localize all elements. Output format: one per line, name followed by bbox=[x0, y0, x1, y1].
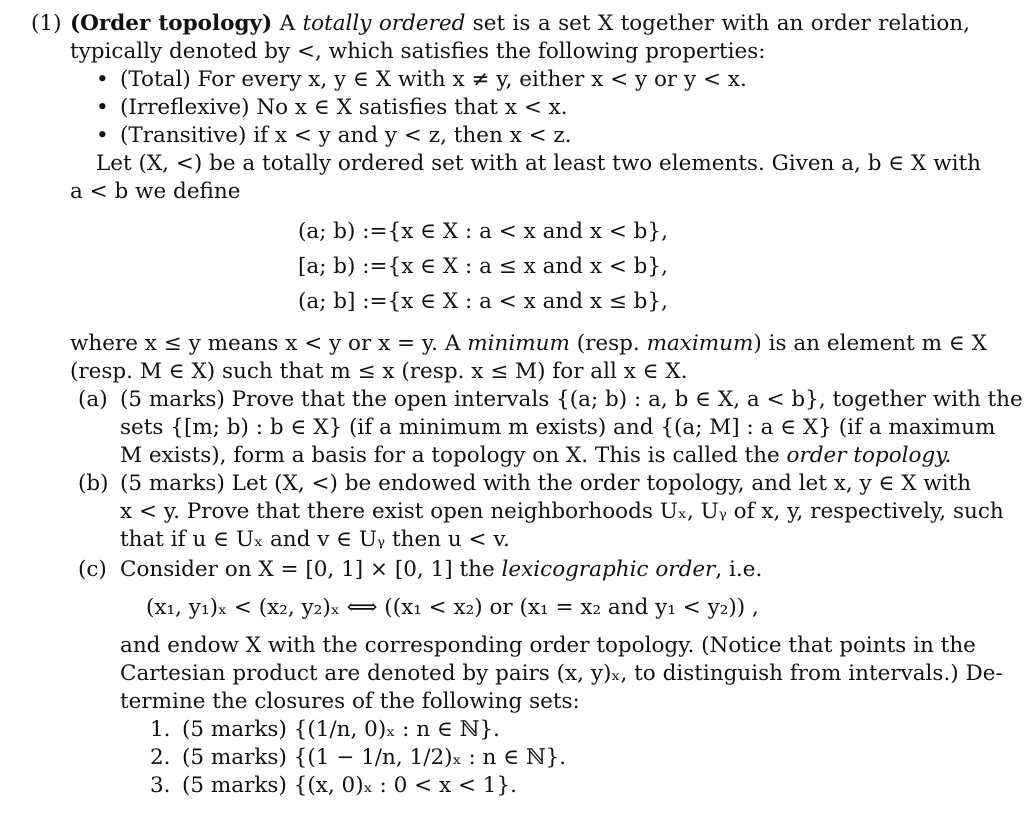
part-c-line-2 bbox=[120, 632, 976, 660]
part-c-line-3 bbox=[120, 660, 1003, 688]
part-c-text: Cartesian product are denoted by pairs (x, y)ₓ, to distinguish from intervals.) De- bbox=[120, 661, 1003, 686]
where-line-1 bbox=[70, 330, 987, 358]
item-3-text: (5 marks) {(x, 0)ₓ : 0 < x < 1}. bbox=[182, 773, 517, 798]
term-lexicographic-order: lexicographic order bbox=[501, 557, 716, 582]
term-maximum: maximum bbox=[646, 331, 754, 356]
part-b-line-3: that if u ∈ Uₓ and v ∈ Uᵧ then u < v. bbox=[120, 527, 510, 552]
where-text: where x ≤ y means x < y or x = y. A bbox=[70, 331, 461, 356]
property-transitive: (Transitive) if x < y and y < z, then x < z. bbox=[120, 123, 572, 148]
intro-line-1 bbox=[70, 10, 970, 38]
part-a-line-1 bbox=[120, 386, 1023, 414]
part-c-text: , i.e. bbox=[715, 557, 763, 582]
term-minimum: minimum bbox=[467, 331, 570, 356]
intro-line-2: typically denoted by <, which satisfies the following properties: bbox=[70, 39, 766, 64]
item-2-text: (5 marks) {(1 − 1/n, 1/2)ₓ : n ∈ ℕ}. bbox=[182, 745, 567, 770]
part-c-text: Consider on X = [0, 1] × [0, 1] the bbox=[120, 557, 495, 582]
part-b-line-1 bbox=[120, 470, 970, 498]
definition-open-interval: (a; b) :={x ∈ X : a < x and x < b}, bbox=[298, 219, 668, 244]
part-a-text: M exists), form a basis for a topology on X. This is called the bbox=[120, 443, 780, 468]
item-1-text: (5 marks) {(1/n, 0)ₓ : n ∈ ℕ}. bbox=[182, 717, 500, 742]
item-number: 1. bbox=[150, 717, 171, 742]
part-c-line-1 bbox=[120, 556, 762, 584]
intro-text: set is a set X together with an order relation, bbox=[472, 11, 970, 36]
let-text: Let (X, <) be a totally ordered set with at least two elements. Given a, b ∈ X with bbox=[96, 151, 981, 176]
part-a-line-2 bbox=[120, 414, 996, 442]
lexicographic-formula: (x₁, y₁)ₓ < (x₂, y₂)ₓ ⟺ ((x₁ < x₂) or (x₁ = x₂ and y₁ < y₂)) , bbox=[146, 595, 759, 620]
definition-right-closed-interval: (a; b] :={x ∈ X : a < x and x ≤ b}, bbox=[298, 289, 668, 314]
property-irreflexive: (Irreflexive) No x ∈ X satisfies that x < x. bbox=[120, 95, 568, 120]
term-totally-ordered: totally ordered bbox=[302, 11, 466, 36]
term-order-topology: order topology. bbox=[786, 443, 952, 468]
let-line-1 bbox=[96, 150, 981, 178]
part-a-line-3 bbox=[120, 442, 951, 470]
part-b-line-2 bbox=[120, 498, 1004, 526]
part-c-label: (c) bbox=[78, 557, 107, 582]
problem-number bbox=[31, 10, 61, 38]
item-number: 2. bbox=[150, 745, 171, 770]
bullet-icon: • bbox=[96, 95, 109, 120]
part-c-line-4: termine the closures of the following sets: bbox=[120, 689, 580, 714]
where-text: ) is an element m ∈ X bbox=[753, 331, 987, 356]
item-number: 3. bbox=[150, 773, 171, 798]
let-line-2: a < b we define bbox=[70, 179, 241, 204]
bullet-icon: • bbox=[96, 123, 109, 148]
where-line-2: (resp. M ∈ X) such that m ≤ x (resp. x ≤ M) for all x ∈ X. bbox=[70, 359, 688, 384]
part-a-text: sets {[m; b) : b ∈ X} (if a minimum m exists) and {(a; M] : a ∈ X} (if a maximum bbox=[120, 415, 996, 440]
part-c-text: and endow X with the corresponding order topology. (Notice that points in the bbox=[120, 633, 976, 658]
part-a-label: (a) bbox=[78, 387, 108, 412]
property-total: (Total) For every x, y ∈ X with x ≠ y, either x < y or y < x. bbox=[120, 67, 747, 92]
where-text: (resp. bbox=[576, 331, 640, 356]
bullet-icon: • bbox=[96, 67, 109, 92]
definition-left-closed-interval: [a; b) :={x ∈ X : a ≤ x and x < b}, bbox=[298, 254, 668, 279]
problem-heading: (Order topology) bbox=[70, 11, 273, 36]
part-b-label: (b) bbox=[78, 471, 109, 496]
part-b-text: (5 marks) Let (X, <) be endowed with the order topology, and let x, y ∈ X with bbox=[120, 471, 972, 496]
part-a-text: (5 marks) Prove that the open intervals {(a; b) : a, b ∈ X, a < b}, together with the bbox=[120, 387, 1023, 412]
part-b-text: x < y. Prove that there exist open neighborhoods Uₓ, Uᵧ of x, y, respectively, such bbox=[120, 499, 1004, 524]
intro-text: A bbox=[279, 11, 296, 36]
problem-number-text: (1) bbox=[31, 11, 62, 36]
